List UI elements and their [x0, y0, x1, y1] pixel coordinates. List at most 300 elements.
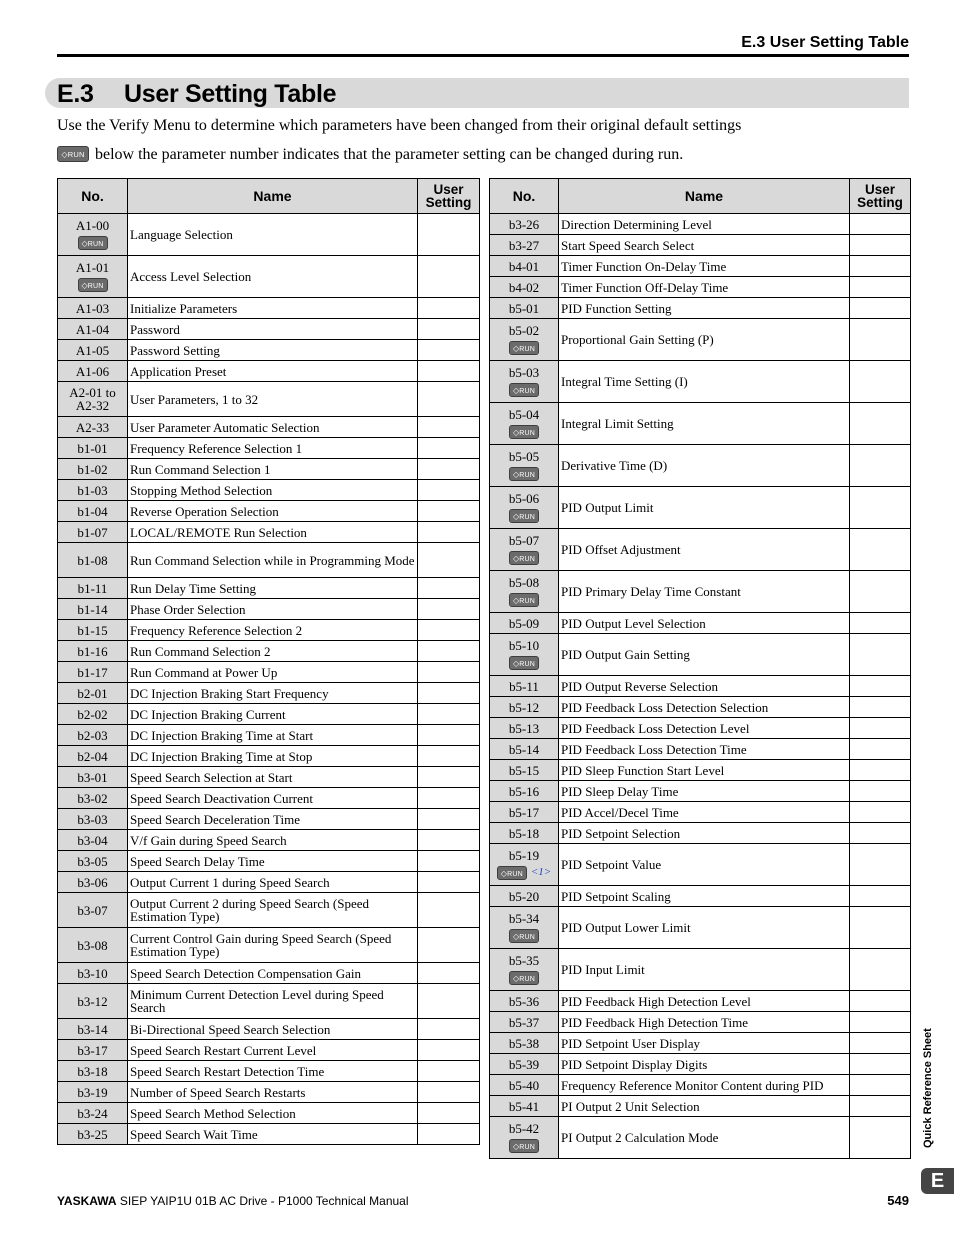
parameter-number: b5-07: [508, 533, 540, 549]
parameter-number: A2-01 to A2-32: [69, 385, 116, 413]
parameter-number: b3-19: [77, 1084, 108, 1100]
user-setting-cell[interactable]: [850, 739, 911, 760]
run-icon: ◇RUN: [509, 551, 539, 565]
table-row: [58, 1019, 480, 1040]
parameter-number: b1-07: [77, 524, 108, 540]
table-row: [490, 277, 911, 298]
parameter-number: b1-04: [77, 503, 108, 519]
user-setting-table-left: [57, 178, 480, 1145]
table-row: [490, 886, 911, 907]
table-row: [490, 319, 911, 361]
user-setting-cell[interactable]: [850, 214, 911, 235]
table-row: [490, 760, 911, 781]
parameter-name: Run Command Selection 2: [128, 641, 418, 662]
user-setting-cell[interactable]: [850, 613, 911, 634]
table-row: [490, 949, 911, 991]
user-setting-cell[interactable]: [418, 480, 480, 501]
table-row: [58, 1040, 480, 1061]
user-setting-cell[interactable]: [418, 382, 480, 417]
user-setting-cell[interactable]: [418, 319, 480, 340]
parameter-number-cell: [490, 823, 559, 844]
run-icon: ◇RUN: [509, 971, 539, 985]
user-setting-cell[interactable]: [850, 403, 911, 445]
parameter-number: b1-15: [77, 622, 108, 638]
parameter-number-cell: [58, 928, 128, 963]
parameter-number: b5-04: [508, 407, 540, 423]
parameter-name: PID Accel/Decel Time: [559, 802, 850, 823]
header-rule: [57, 54, 909, 57]
parameter-number-cell: [490, 697, 559, 718]
table-header-row: [58, 179, 480, 214]
user-setting-cell[interactable]: [418, 214, 480, 256]
table-row: [58, 501, 480, 522]
parameter-number: b2-04: [77, 748, 108, 764]
table-row: [490, 634, 911, 676]
column-header-name: Name: [559, 179, 850, 214]
parameter-name: Speed Search Restart Current Level: [128, 1040, 418, 1061]
parameter-number: b3-27: [508, 237, 540, 253]
table-row: [490, 214, 911, 235]
intro-line-2: [57, 143, 683, 165]
table-row: [490, 613, 911, 634]
user-setting-cell[interactable]: [850, 697, 911, 718]
parameter-number: A1-06: [75, 363, 110, 379]
side-tab-letter: E: [921, 1168, 954, 1194]
parameter-name: Run Delay Time Setting: [128, 578, 418, 599]
parameter-number: b3-24: [77, 1105, 108, 1121]
parameter-name: Run Command at Power Up: [128, 662, 418, 683]
parameter-number-cell: [58, 522, 128, 543]
parameter-name: PID Offset Adjustment: [559, 529, 850, 571]
user-setting-cell[interactable]: [418, 522, 480, 543]
parameter-number: b3-02: [77, 790, 108, 806]
table-row: [490, 781, 911, 802]
user-setting-cell[interactable]: [850, 256, 911, 277]
table-row: [490, 844, 911, 886]
table-row: [58, 984, 480, 1019]
table-row: [58, 830, 480, 851]
user-setting-cell[interactable]: [850, 886, 911, 907]
parameter-name: PID Setpoint User Display: [559, 1033, 850, 1054]
table-row: [490, 907, 911, 949]
table-row: [58, 704, 480, 725]
parameter-number: b1-08: [77, 552, 108, 568]
parameter-number-cell: [490, 319, 559, 361]
user-setting-cell[interactable]: [418, 1019, 480, 1040]
parameter-number: b1-01: [77, 440, 108, 456]
user-setting-cell[interactable]: [418, 767, 480, 788]
parameter-number-cell: [58, 599, 128, 620]
parameter-number-cell: [58, 382, 128, 417]
user-setting-cell[interactable]: [850, 634, 911, 676]
parameter-number: b3-17: [77, 1042, 108, 1058]
parameter-name: PID Setpoint Scaling: [559, 886, 850, 907]
user-setting-cell[interactable]: [850, 361, 911, 403]
parameter-number-cell: [490, 1117, 559, 1159]
user-setting-cell[interactable]: [418, 641, 480, 662]
user-setting-cell[interactable]: [850, 487, 911, 529]
user-setting-cell[interactable]: [418, 543, 480, 578]
table-row: [490, 298, 911, 319]
user-setting-cell[interactable]: [850, 1054, 911, 1075]
user-setting-cell[interactable]: [418, 928, 480, 963]
parameter-name: V/f Gain during Speed Search: [128, 830, 418, 851]
intro-line-2-text: below the parameter number indicates that the parameter setting can be changed during run.: [95, 146, 684, 163]
user-setting-cell[interactable]: [850, 676, 911, 697]
table-row: [58, 872, 480, 893]
parameter-number: b5-19: [508, 848, 540, 864]
page-number: 549: [887, 1193, 909, 1208]
column-header-user-setting: User Setting: [850, 179, 911, 214]
parameter-name: User Parameter Automatic Selection: [128, 417, 418, 438]
side-tab-label: Quick Reference Sheet: [922, 1028, 934, 1148]
user-setting-cell[interactable]: [418, 417, 480, 438]
section-title: [57, 79, 336, 109]
user-setting-cell[interactable]: [850, 1033, 911, 1054]
parameter-name: PID Output Level Selection: [559, 613, 850, 634]
parameter-number: b3-10: [77, 965, 108, 981]
user-setting-cell[interactable]: [418, 746, 480, 767]
user-setting-cell[interactable]: [418, 662, 480, 683]
parameter-number-cell: [490, 1054, 559, 1075]
user-setting-cell[interactable]: [850, 991, 911, 1012]
column-header-no: No.: [490, 179, 559, 214]
parameter-name: Speed Search Selection at Start: [128, 767, 418, 788]
parameter-name: Timer Function On-Delay Time: [559, 256, 850, 277]
user-setting-cell[interactable]: [418, 256, 480, 298]
user-setting-cell[interactable]: [850, 760, 911, 781]
table-row: [58, 662, 480, 683]
user-setting-cell[interactable]: [418, 851, 480, 872]
run-icon: ◇RUN: [509, 383, 539, 397]
table-row: [490, 991, 911, 1012]
parameter-name: Current Control Gain during Speed Search (Speed Estimation Type): [128, 928, 418, 963]
parameter-name: Password: [128, 319, 418, 340]
parameter-number-cell: [490, 571, 559, 613]
parameter-name: Output Current 1 during Speed Search: [128, 872, 418, 893]
parameter-name: PID Setpoint Value: [559, 844, 850, 886]
table-row: [58, 767, 480, 788]
parameter-number: b5-02: [508, 323, 540, 339]
user-setting-cell[interactable]: [418, 893, 480, 928]
parameter-name: Reverse Operation Selection: [128, 501, 418, 522]
parameter-name: PID Feedback High Detection Time: [559, 1012, 850, 1033]
table-row: [58, 459, 480, 480]
user-setting-cell[interactable]: [418, 725, 480, 746]
parameter-number: b2-03: [77, 727, 108, 743]
parameter-name: Output Current 2 during Speed Search (Speed Estimation Type): [128, 893, 418, 928]
parameter-number-cell: [490, 907, 559, 949]
parameter-name: PID Setpoint Selection: [559, 823, 850, 844]
user-setting-cell[interactable]: [850, 1075, 911, 1096]
parameter-number: b2-01: [77, 685, 108, 701]
parameter-name: Speed Search Delay Time: [128, 851, 418, 872]
parameter-number: b3-18: [77, 1063, 108, 1079]
parameter-number: b5-09: [508, 615, 540, 631]
parameter-number-cell: [58, 788, 128, 809]
table-row: [58, 599, 480, 620]
parameter-number: b5-13: [508, 720, 540, 736]
parameter-number: b3-03: [77, 811, 108, 827]
table-row: [490, 739, 911, 760]
parameter-name: PID Feedback Loss Detection Level: [559, 718, 850, 739]
table-row: [490, 718, 911, 739]
footer: [57, 1194, 409, 1208]
user-setting-cell[interactable]: [418, 361, 480, 382]
parameter-name: PID Output Lower Limit: [559, 907, 850, 949]
parameter-name: DC Injection Braking Start Frequency: [128, 683, 418, 704]
parameter-number-cell: [490, 1075, 559, 1096]
user-setting-cell[interactable]: [418, 459, 480, 480]
parameter-number: b3-14: [77, 1021, 108, 1037]
parameter-number: A2-33: [75, 419, 110, 435]
parameter-number-cell: [490, 298, 559, 319]
parameter-number: b3-05: [77, 853, 108, 869]
parameter-name: PID Primary Delay Time Constant: [559, 571, 850, 613]
parameter-number: b3-26: [508, 216, 540, 232]
parameter-number-cell: [58, 1040, 128, 1061]
parameter-name: PID Feedback Loss Detection Selection: [559, 697, 850, 718]
parameter-number: b5-42: [508, 1121, 540, 1137]
parameter-number-cell: [58, 1019, 128, 1040]
parameter-number: b5-15: [508, 762, 540, 778]
table-row: [58, 361, 480, 382]
parameter-number: b5-36: [508, 993, 540, 1009]
parameter-number: b5-01: [508, 300, 540, 316]
parameter-name: PID Output Gain Setting: [559, 634, 850, 676]
footer-brand: YASKAWA: [57, 1194, 117, 1208]
parameter-name: Bi-Directional Speed Search Selection: [128, 1019, 418, 1040]
user-setting-cell[interactable]: [418, 298, 480, 319]
table-row: [490, 403, 911, 445]
parameter-number-cell: [490, 781, 559, 802]
user-setting-cell[interactable]: [418, 1040, 480, 1061]
user-setting-cell[interactable]: [418, 872, 480, 893]
user-setting-cell[interactable]: [418, 963, 480, 984]
parameter-number: b5-35: [508, 953, 540, 969]
user-setting-cell[interactable]: [418, 1061, 480, 1082]
parameter-number-cell: [490, 235, 559, 256]
run-icon: ◇RUN: [509, 929, 539, 943]
run-icon: ◇RUN: [57, 146, 89, 162]
user-setting-cell[interactable]: [850, 235, 911, 256]
parameter-number-cell: [490, 739, 559, 760]
table-row: [58, 578, 480, 599]
table-row: [490, 1075, 911, 1096]
run-icon: ◇RUN: [78, 236, 108, 250]
user-setting-cell[interactable]: [418, 704, 480, 725]
parameter-number-cell: [490, 214, 559, 235]
parameter-number-cell: [58, 746, 128, 767]
parameter-number-cell: [58, 438, 128, 459]
parameter-name: PI Output 2 Calculation Mode: [559, 1117, 850, 1159]
table-row: [58, 746, 480, 767]
parameter-number-cell: [58, 893, 128, 928]
user-setting-cell[interactable]: [418, 1124, 480, 1145]
parameter-name: Speed Search Deactivation Current: [128, 788, 418, 809]
parameter-number: b1-02: [77, 461, 108, 477]
parameter-number: b5-40: [508, 1077, 540, 1093]
run-icon: ◇RUN: [509, 656, 539, 670]
parameter-number: A1-05: [75, 342, 110, 358]
user-setting-cell[interactable]: [418, 438, 480, 459]
parameter-number: b3-12: [77, 993, 108, 1009]
parameter-number: b1-03: [77, 482, 108, 498]
parameter-name: Frequency Reference Selection 2: [128, 620, 418, 641]
user-setting-cell[interactable]: [418, 1103, 480, 1124]
parameter-name: Password Setting: [128, 340, 418, 361]
run-icon: ◇RUN: [509, 467, 539, 481]
parameter-number: b1-11: [77, 580, 108, 596]
user-setting-cell[interactable]: [850, 823, 911, 844]
table-row: [490, 256, 911, 277]
parameter-number-cell: [58, 641, 128, 662]
parameter-number-cell: [58, 872, 128, 893]
user-setting-cell[interactable]: [850, 1117, 911, 1159]
parameter-number: b3-25: [77, 1126, 108, 1142]
column-header-no: No.: [58, 179, 128, 214]
user-setting-cell[interactable]: [850, 319, 911, 361]
parameter-number-cell: [490, 487, 559, 529]
parameter-number-cell: [490, 886, 559, 907]
parameter-name: Initialize Parameters: [128, 298, 418, 319]
user-setting-cell[interactable]: [418, 620, 480, 641]
user-setting-cell[interactable]: [850, 571, 911, 613]
parameter-number-cell: [490, 676, 559, 697]
parameter-number-cell: [58, 543, 128, 578]
parameter-name: LOCAL/REMOTE Run Selection: [128, 522, 418, 543]
user-setting-cell[interactable]: [850, 949, 911, 991]
parameter-name: Proportional Gain Setting (P): [559, 319, 850, 361]
parameter-name: DC Injection Braking Time at Start: [128, 725, 418, 746]
table-row: [490, 235, 911, 256]
user-setting-cell[interactable]: [418, 683, 480, 704]
parameter-number-cell: [490, 634, 559, 676]
user-setting-cell[interactable]: [850, 844, 911, 886]
user-setting-cell[interactable]: [418, 599, 480, 620]
parameter-name: PID Setpoint Display Digits: [559, 1054, 850, 1075]
user-setting-cell[interactable]: [418, 788, 480, 809]
parameter-name: Speed Search Detection Compensation Gain: [128, 963, 418, 984]
table-row: [58, 620, 480, 641]
parameter-name: Access Level Selection: [128, 256, 418, 298]
user-setting-cell[interactable]: [850, 802, 911, 823]
parameter-name: Speed Search Wait Time: [128, 1124, 418, 1145]
table-row: [490, 1117, 911, 1159]
parameter-number: b1-16: [77, 643, 108, 659]
parameter-number: b5-05: [508, 449, 540, 465]
intro-line-1: Use the Verify Menu to determine which parameters have been changed from their original default settings: [57, 117, 742, 134]
parameter-number-cell: [490, 844, 559, 886]
parameter-name: Run Command Selection while in Programming Mode: [128, 543, 418, 578]
table-row: [490, 571, 911, 613]
user-setting-cell[interactable]: [418, 578, 480, 599]
parameter-number-cell: [58, 830, 128, 851]
parameter-number: A1-00: [75, 218, 110, 234]
run-icon: ◇RUN: [509, 341, 539, 355]
table-row: [58, 417, 480, 438]
parameter-name: Run Command Selection 1: [128, 459, 418, 480]
parameter-number-cell: [58, 1103, 128, 1124]
user-setting-cell[interactable]: [418, 809, 480, 830]
parameter-number-cell: [58, 704, 128, 725]
table-row: [58, 963, 480, 984]
user-setting-cell[interactable]: [850, 298, 911, 319]
parameter-number-cell: [490, 718, 559, 739]
parameter-number-cell: [490, 613, 559, 634]
user-setting-cell[interactable]: [850, 1096, 911, 1117]
table-row: [490, 361, 911, 403]
user-setting-cell[interactable]: [850, 445, 911, 487]
parameter-number-cell: [58, 459, 128, 480]
user-setting-cell[interactable]: [850, 1012, 911, 1033]
user-setting-cell[interactable]: [850, 529, 911, 571]
parameter-number: b5-38: [508, 1035, 540, 1051]
user-setting-cell[interactable]: [418, 830, 480, 851]
parameter-number-cell: [490, 1096, 559, 1117]
table-row: [58, 340, 480, 361]
user-setting-cell[interactable]: [850, 907, 911, 949]
user-setting-cell[interactable]: [850, 718, 911, 739]
table-row: [490, 802, 911, 823]
parameter-number: b4-02: [508, 279, 540, 295]
parameter-number-cell: [58, 319, 128, 340]
parameter-number-cell: [58, 298, 128, 319]
table-row: [58, 438, 480, 459]
parameter-number: b5-16: [508, 783, 540, 799]
user-setting-cell[interactable]: [418, 1082, 480, 1103]
parameter-number: b3-01: [77, 769, 108, 785]
table-row: [490, 1096, 911, 1117]
parameter-number-cell: [58, 578, 128, 599]
parameter-number-cell: [490, 445, 559, 487]
parameter-number-cell: [490, 760, 559, 781]
user-setting-cell[interactable]: [850, 781, 911, 802]
parameter-number: b5-08: [508, 575, 540, 591]
parameter-name: DC Injection Braking Current: [128, 704, 418, 725]
parameter-number-cell: [490, 1033, 559, 1054]
parameter-number-cell: [58, 1061, 128, 1082]
parameter-number-cell: [490, 1012, 559, 1033]
user-setting-cell[interactable]: [418, 501, 480, 522]
user-setting-cell[interactable]: [850, 277, 911, 298]
column-header-name: Name: [128, 179, 418, 214]
table-row: [58, 319, 480, 340]
user-setting-cell[interactable]: [418, 340, 480, 361]
table-row: [490, 823, 911, 844]
parameter-number-cell: [490, 991, 559, 1012]
parameter-number-cell: [58, 963, 128, 984]
parameter-number: A1-03: [75, 300, 110, 316]
run-icon: ◇RUN: [509, 593, 539, 607]
parameter-name: Integral Time Setting (I): [559, 361, 850, 403]
parameter-name: PID Input Limit: [559, 949, 850, 991]
parameter-name: Integral Limit Setting: [559, 403, 850, 445]
table-row: [58, 1061, 480, 1082]
user-setting-cell[interactable]: [418, 984, 480, 1019]
parameter-number-cell: [58, 417, 128, 438]
parameter-number: b5-39: [508, 1056, 540, 1072]
run-icon: ◇RUN: [509, 1139, 539, 1153]
parameter-number-cell: [58, 501, 128, 522]
parameter-number-cell: [58, 662, 128, 683]
parameter-name: Derivative Time (D): [559, 445, 850, 487]
table-row: [58, 893, 480, 928]
parameter-number: b3-07: [77, 902, 108, 918]
parameter-number: A1-04: [75, 321, 110, 337]
table-row: [58, 1082, 480, 1103]
parameter-name: PID Feedback High Detection Level: [559, 991, 850, 1012]
